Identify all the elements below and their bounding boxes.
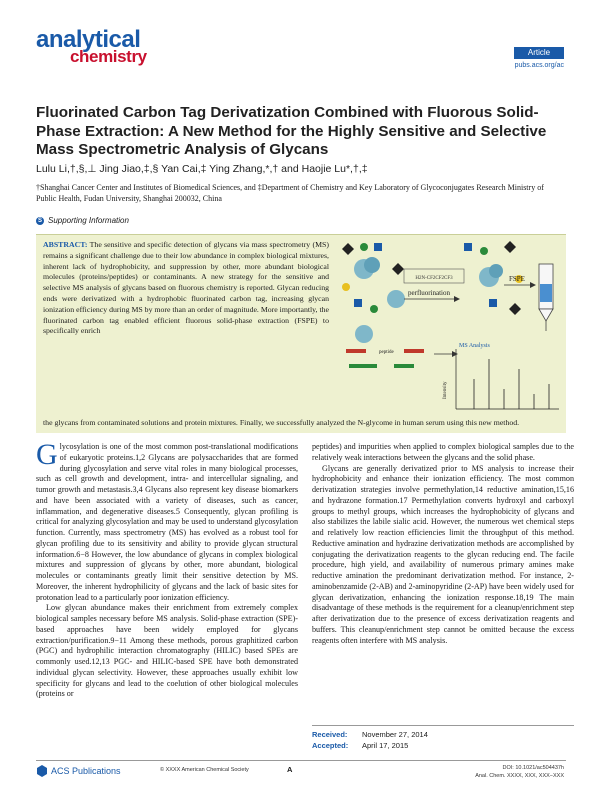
acs-hex-icon <box>36 765 48 777</box>
citation: Anal. Chem. XXXX, XXX, XXX−XXX <box>475 773 564 779</box>
received-date: November 27, 2014 <box>362 730 428 739</box>
paragraph: Low glycan abundance makes their enrichment from extremely complex biological samples necessary before MS analysis. Solid-phase extraction (SPE)-based approaches have been widely employed for glycans extraction/purification.9−11 Among these methods, porous graphitized carbon (PGC) and hydrophilic interaction chromatography (HILIC) based SPEs are commonly used.12,13 PGC- and HILIC-based SPE have both demonstrated individual glycan selectivity. However, these approaches usually exhibit low specificity for glycans and lead to the coelution of other biological molecules (proteins or <box>36 603 298 699</box>
received-label: Received: <box>312 730 348 739</box>
graphic-label-intensity: Intensity <box>443 381 448 399</box>
copyright: © XXXX American Chemical Society <box>160 767 249 773</box>
supporting-info-link[interactable] <box>36 216 129 225</box>
abstract-body: The sensitive and specific detection of glycans via mass spectrometry (MS) remains a significant challenge due to their low abundance in complex biological mixtures, inherent lack of hydrophobicity, and suppression by other, more abundant biological molecules (proteins/peptides) or contaminants. A new strategy for the sensitive and selective MS analysis of glycans based on fluorous chemistry is reported. Glycan reducing ends were derivatized with a hydrophobic fluorinated carbon tag, increasing glycan ionization efficiency during MS by more than an order of magnitude. More importantly, the fluorinated carbon tag enabled efficient fluorous solid-phase extraction (FSPE) to specifically enrich <box>43 240 329 336</box>
accepted-date: April 17, 2015 <box>362 741 409 750</box>
graphic-label-ms: MS Analysis <box>459 343 490 349</box>
spe-cartridge-icon <box>539 264 553 331</box>
page-number: A <box>287 765 293 774</box>
paragraph: Glycans are generally derivatized prior to MS analysis to increase their hydrophobicity and enhance their ionization efficiency. The most common derivatization strategies involve permethylation,14 reductive amination,15,16 and hydrazone formation.17 Permethylation converts hydroxyl and carboxyl groups to methyl groups, which increases the hydrophobicity of glycans and also stabilizes the labile sialic acid. However, the numerous wet chemical steps and relatively low reaction efficiencies limit the throughput of this method. Reductive amination and hydrazine derivatization methods are accomplished by conjugating the derivatization reagents to the glycan reducing end. The facile procedure, high yield, and availability of numerous primary amines make reductive amination the predominant derivatization method. For instance, 2-aminobenzamide (2-AB) and 2-aminopyridine (2-AP) have been widely used for glycan derivatization, enhancing the ionization response.18,19 The main disadvantage of these methods is the requirement for a cleanup/enrichment step after derivatization due to the presence of excess derivatization reagents and buffers. This cleanup/enrichment step cannot be omitted because the excess reagents often interfere with MS analysis. <box>312 463 574 645</box>
affiliation: †Shanghai Cancer Center and Institutes of Biomedical Sciences, and ‡Department of Chemistry and Key Laboratory of Glycoconjugates Research Ministry of Public Health, Fudan University, Shanghai 200032, China <box>36 183 544 203</box>
graphic-label-peptide: peptide <box>379 350 394 355</box>
graphic-label-perfluorination: perfluorination <box>408 289 450 297</box>
abstract-text-main <box>43 240 329 337</box>
publisher-name: ACS Publications <box>51 766 121 776</box>
ms-spectrum <box>443 349 559 409</box>
abstract-box <box>36 234 566 433</box>
article-title: Fluorinated Carbon Tag Derivatization Combined with Fluorous Solid-Phase Extraction: A New Method for the Highly Sensitive and Selective Mass Spectrometric Analysis of Glycans <box>36 104 547 158</box>
body-column-right <box>312 442 574 646</box>
abstract-text-cont: the glycans from contaminated solutions and protein mixtures. Finally, we successfully analyzed the N-glycome in human serum using this new method. <box>43 418 520 427</box>
journal-url-link[interactable]: pubs.acs.org/ac <box>514 62 564 69</box>
paragraph: lycosylation is one of the most common post-translational modifications of eukaryotic proteins.1,2 Glycans are polysaccharides that are formed during glycosylation and serve vital roles in many biological processes, such as cell growth and development, intra- and intercellular signaling, and tumor growth and metastasis.3,4 Glycans also represent key disease biomarkers and have been associated with a variety of diseases, such as cancer, inflammation, and degenerative diseases.5 Consequently, glycan profiling is critical for analyzing glycosylation and may be used to understand glycosylation function. Currently, mass spectrometry (MS) has evolved as a robust tool for glycan profiling due to its sensitivity and ability to provide glycan structural information.6−8 However, the low abundance of glycans in complex biological mixtures and suppression of glycans by other, more abundant, biological molecules or contaminants greatly limit their sensitive detection by MS. Moreover, the inherent hydrophilicity of glycans and the lack of basic sites for protonation lead to a particularly poor ionization efficiency. <box>36 442 298 602</box>
journal-logo-line1: analytical <box>36 26 141 53</box>
author-list[interactable]: Lulu Li,†,§,⊥ Jing Jiao,‡,§ Yan Cai,‡ Ying Zhang,*,† and Haojie Lu*,†,‡ <box>36 163 368 175</box>
dropcap: G <box>36 438 58 471</box>
protein-blobs <box>354 257 503 343</box>
acs-publications-logo[interactable] <box>36 765 121 777</box>
doi-block <box>475 764 564 780</box>
accepted-label: Accepted: <box>312 741 349 750</box>
body-column-left <box>36 438 298 700</box>
supporting-info-icon: S <box>37 217 42 224</box>
doi[interactable]: DOI: 10.1021/ac504437h <box>502 765 564 771</box>
toc-graphic <box>334 239 562 415</box>
abstract-label: ABSTRACT: <box>43 240 88 249</box>
paragraph: peptides) and impurities when applied to complex biological samples due to the relatively weak interactions between the glycans and the solid phase. <box>312 442 574 462</box>
footer-divider <box>36 760 566 761</box>
supporting-info-label: Supporting Information <box>48 216 129 225</box>
article-type-badge: Article <box>514 47 564 59</box>
received-accepted-box <box>312 725 574 751</box>
reagent-formula: H2N-CF2CF2CF3 <box>415 276 453 281</box>
peptide-bars <box>346 349 424 368</box>
journal-logo-line2: chemistry <box>70 47 147 66</box>
graphic-label-fspe: FSPE <box>509 275 525 283</box>
